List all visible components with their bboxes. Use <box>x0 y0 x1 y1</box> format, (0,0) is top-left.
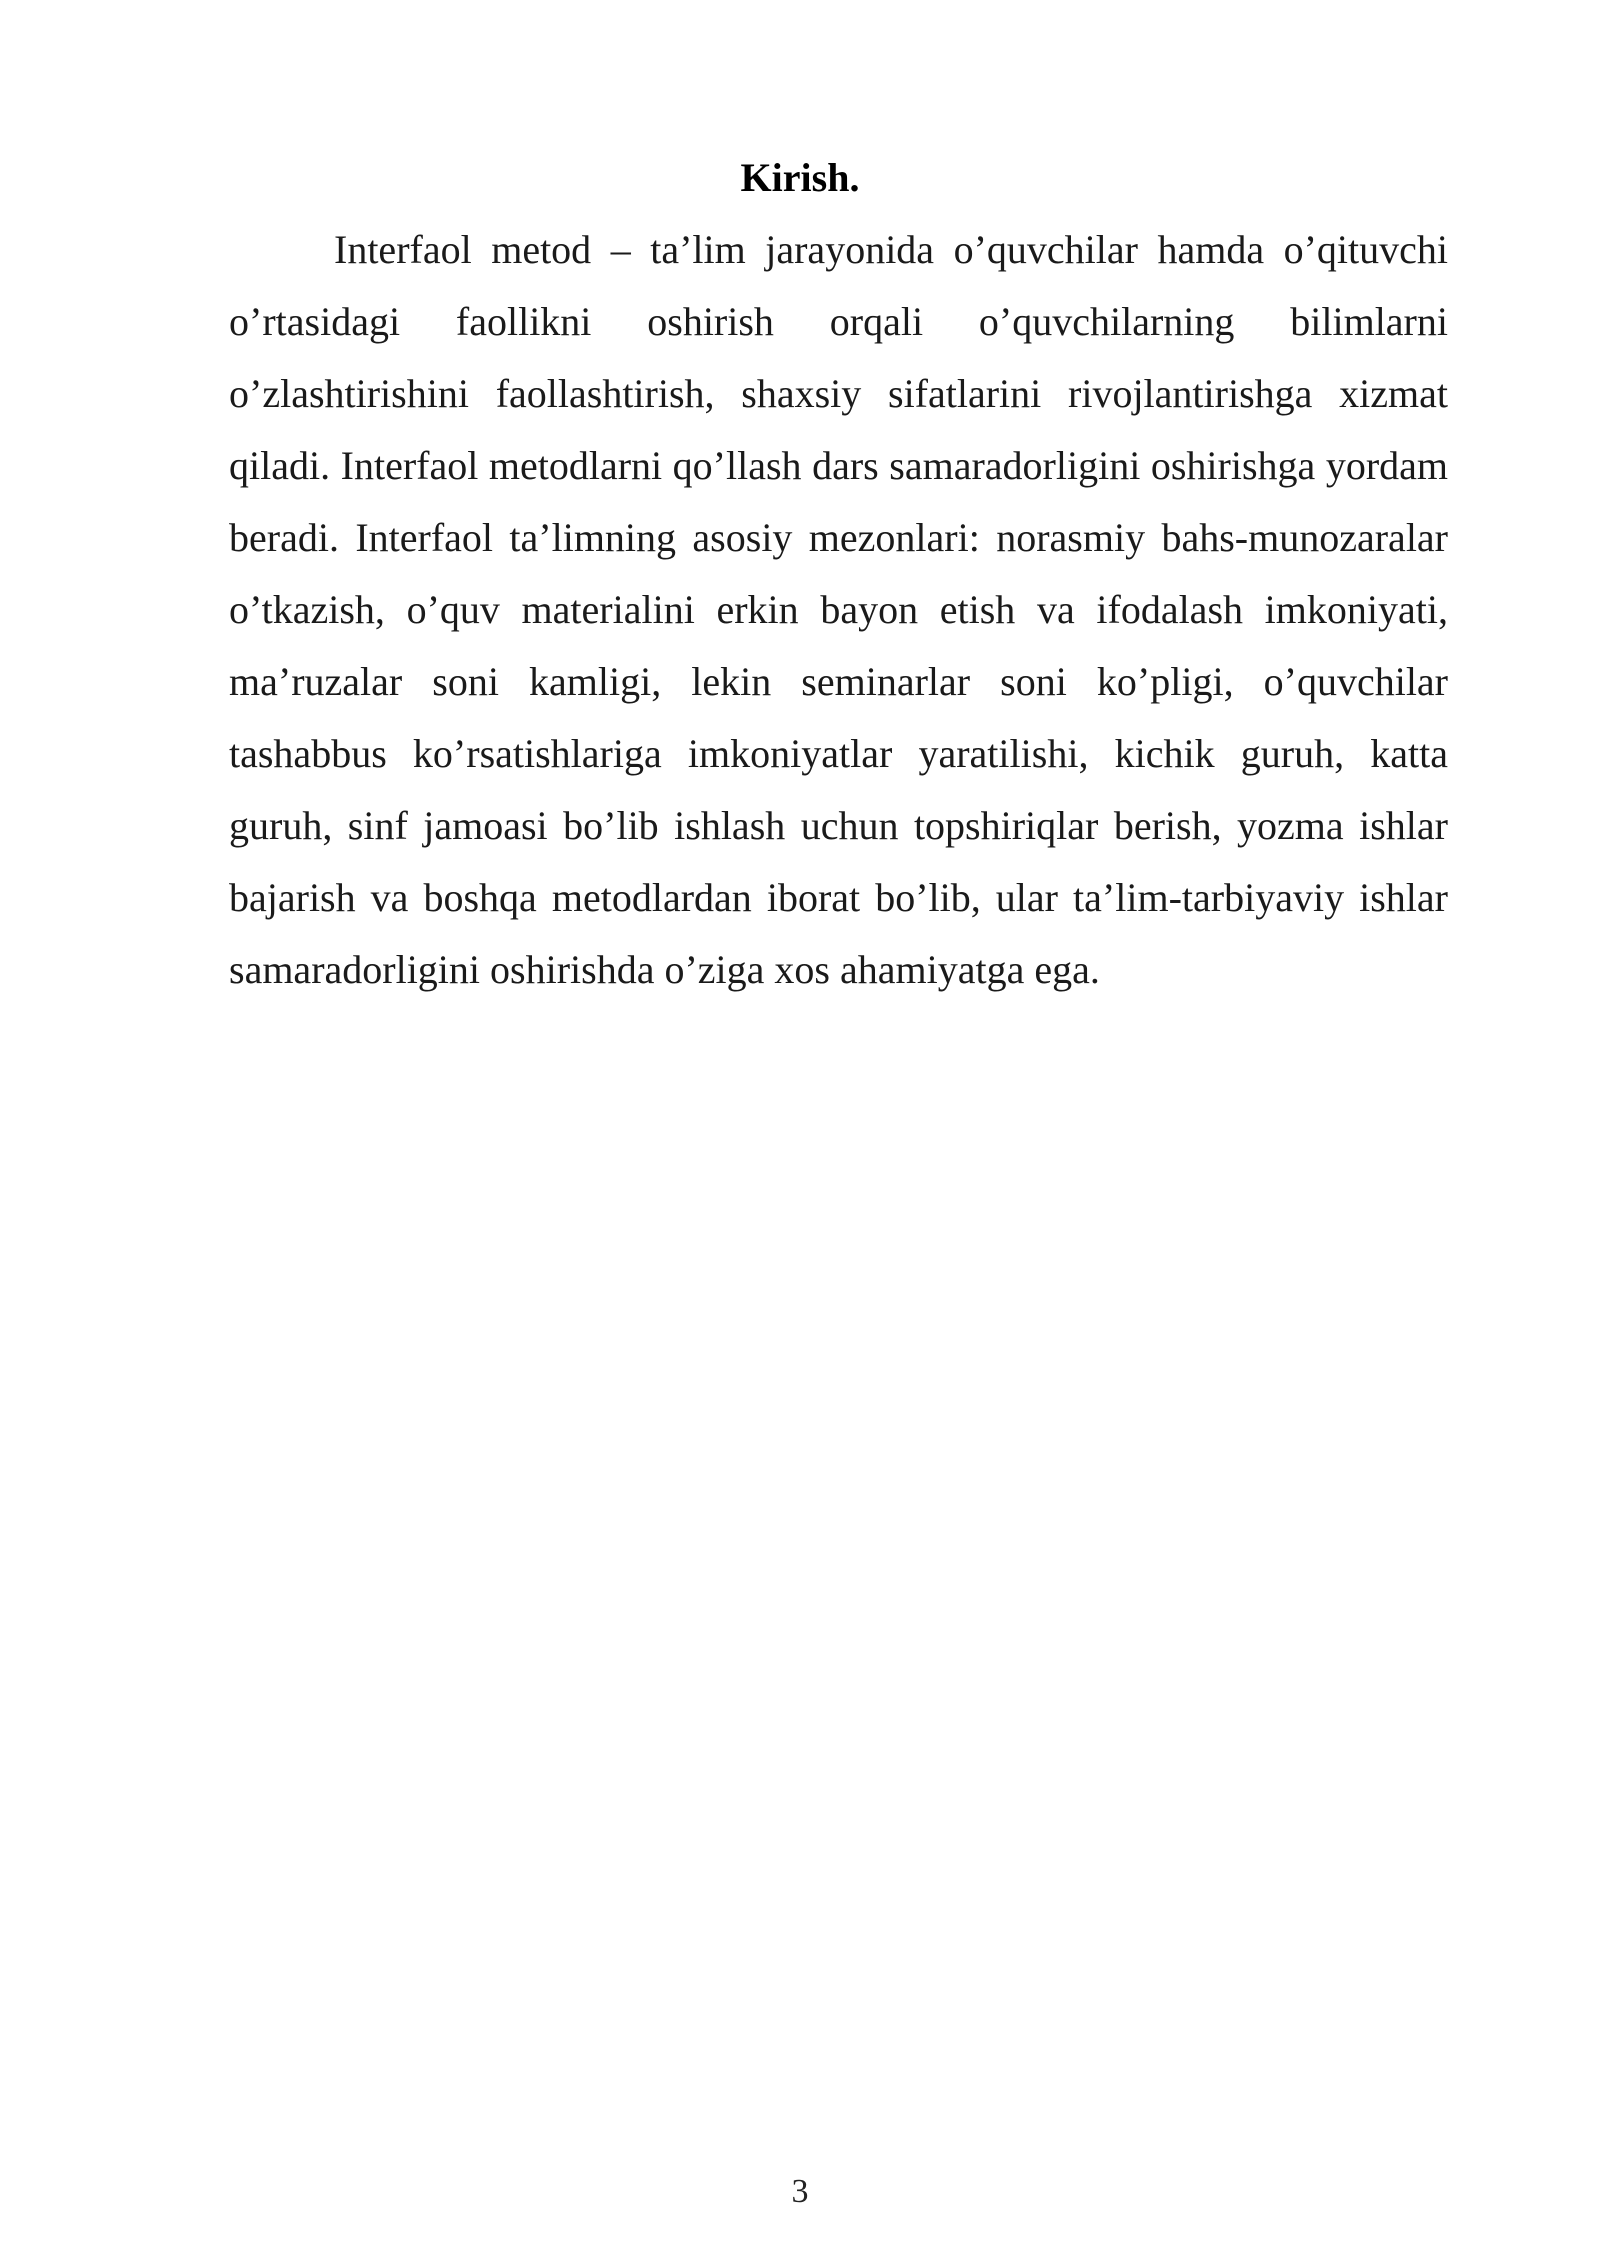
page-title: Kirish. <box>740 155 860 200</box>
page-number: 3 <box>791 2173 809 2210</box>
body-paragraph: Interfaol metod – ta’lim jarayonida o’quvchilar hamda o’qituvchi o’rtasidagi faollikni oshirish orqali o’quvchilarning bilimlarni o’zlashtirishini faollashtirish, shaxsiy sifatlarini rivojlantirishga xizmat qiladi. Interfaol metodlarni qo’llash dars samaradorligini oshirishga yordam beradi. Interfaol ta’limning asosiy mezonlari: norasmiy bahs-munozaralar o’tkazish, o’quv materialini erkin bayon etish va ifodalash imkoniyati, ma’ruzalar soni kamligi, lekin seminarlar soni ko’pligi, o’quvchilar tashabbus ko’rsatishlariga imkoniyatlar yaratilishi, kichik guruh, katta guruh, sinf jamoasi bo’lib ishlash uchun topshiriqlar berish, yozma ishlar bajarish va boshqa metodlardan iborat bo’lib, ular ta’lim-tarbiyaviy ishlar samaradorligini oshirishda o’ziga xos ahamiyatga ega. <box>229 227 1448 992</box>
